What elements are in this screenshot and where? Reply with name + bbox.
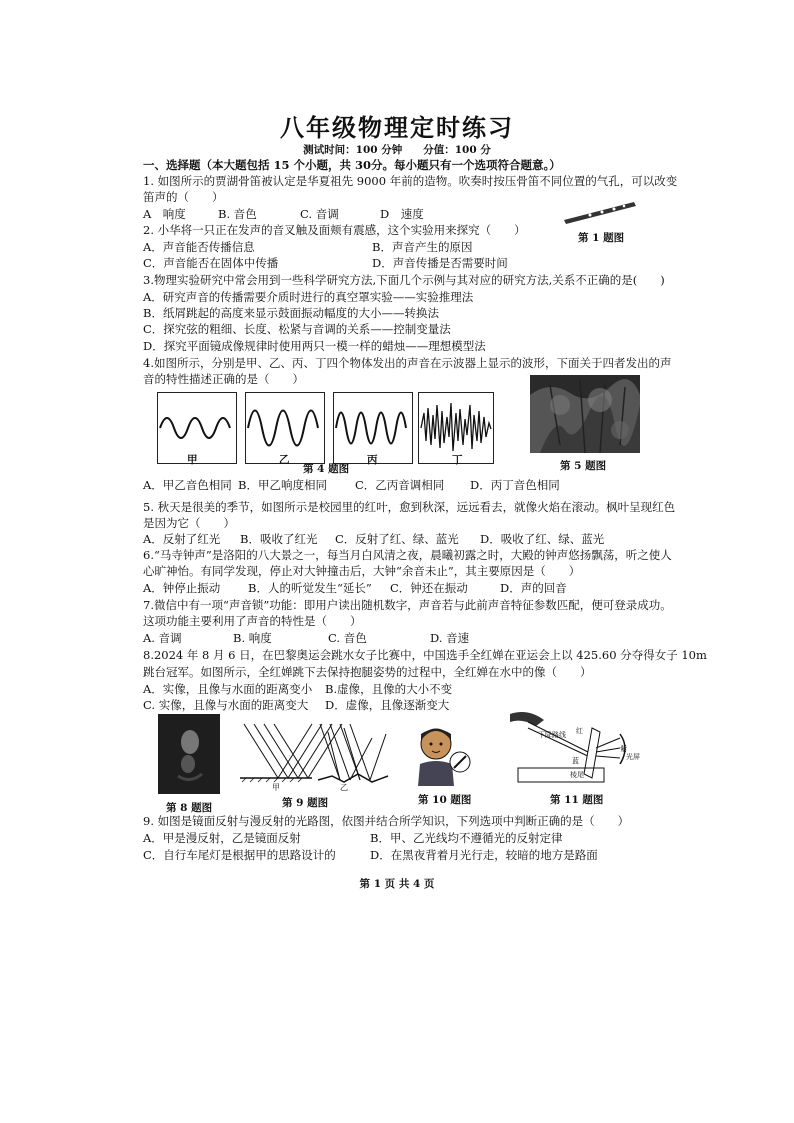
red-leaves-photo — [530, 375, 640, 453]
q8-stem: 8.2024 年 8 月 6 日，在巴黎奥运会跳水女子比赛中，中国选手全红婵在亚运会上以 425.60 分夺得女子 10m — [143, 648, 707, 662]
q7-stem-2: 这项功能主要利用了声音的特性是（ ） — [143, 614, 362, 628]
waveform-label-bing: 丙 — [367, 454, 378, 466]
fig9-caption: 第 9 题图 — [282, 797, 329, 809]
q8-option-d: D．虚像，且像逐渐变大 — [325, 698, 450, 712]
fig11-caption: 第 11 题图 — [550, 794, 604, 806]
fig4-caption: 第 4 题图 — [303, 463, 350, 475]
q9-option-c: C．自行车尾灯是根据甲的思路设计的 — [143, 848, 336, 862]
q7-stem: 7.微信中有一项“声音锁”功能：即用户读出随机数字，声音若与此前声音特征参数匹配，便可登录成功。 — [143, 598, 672, 612]
q6-stem-2: 心旷神怡。有同学发现，停止对大钟撞击后，大钟“余音未止”，其主要原因是（ ） — [143, 564, 581, 578]
bone-flute-figure — [560, 196, 640, 226]
q4-option-a: A．甲乙音色相同 — [143, 478, 232, 492]
q3-option-b: B．纸屑跳起的高度来显示鼓面振动幅度的大小——转换法 — [143, 306, 439, 320]
fig8-caption: 第 8 题图 — [166, 802, 213, 814]
q5-stem-2: 是因为它（ ） — [143, 516, 235, 530]
q5-option-a: A．反射了红光 — [143, 532, 221, 546]
q7-option-b: B. 响度 — [233, 631, 272, 645]
q2-option-a: A．声音能否传播信息 — [143, 240, 255, 254]
fig5-caption: 第 5 题图 — [560, 460, 607, 472]
q5-stem: 5. 秋天是很美的季节，如图所示是校园里的红叶，愈到秋深，远远看去，就像火焰在滚动。枫叶呈现红色 — [143, 500, 676, 514]
waveform-label-ding: 丁 — [452, 454, 463, 466]
q4-stem: 4.如图所示，分别是甲、乙、丙、丁四个物体发出的声音在示波器上显示的波形，下面关于四者发出的声 — [143, 356, 672, 370]
q2-option-b: B．声音产生的原因 — [372, 240, 473, 254]
q5-option-c: C．反射了红、绿、蓝光 — [335, 532, 459, 546]
q4-stem-2: 音的特性描述正确的是（ ） — [143, 372, 304, 386]
page-subtitle: 测试时间：100 分钟 分值：100 分 — [303, 144, 491, 156]
q1-stem-2: 笛声的（ ） — [143, 190, 224, 204]
q1-stem: 1. 如图所示的贾湖骨笛被认定是华夏祖先 9000 年前的造物。吹奏时按压骨笛不同位置的气孔，可以改变 — [143, 174, 678, 188]
q9-option-d: D．在黑夜背着月光行走，较暗的地方是路面 — [370, 848, 598, 862]
q8-option-b: B.虚像，且像的大小不变 — [325, 682, 453, 696]
fig11-label-red: 红 — [576, 727, 583, 735]
q8-stem-2: 跳台冠军。如图所示，全红婵跳下去保持抱腿姿势的过程中，全红婵在水中的像（ ） — [143, 665, 592, 679]
q9-option-a: A．甲是漫反射，乙是镜面反射 — [143, 831, 301, 845]
q3-option-a: A．研究声音的传播需要介质时进行的真空罩实验——实验推理法 — [143, 290, 474, 304]
fig11-label-blue: 蓝 — [572, 757, 579, 765]
page-title: 八年级物理定时练习 — [280, 113, 514, 142]
q9-stem: 9. 如图是镜面反射与漫反射的光路图，依图并结合所学知识，下列选项中判断正确的是（ ） — [143, 814, 630, 828]
reflection-diagram — [240, 722, 390, 794]
fig9-label-yi: 乙 — [340, 783, 348, 792]
fig9-label-jia: 甲 — [272, 783, 280, 792]
q5-option-b: B．吸收了红光 — [240, 532, 318, 546]
fig11-label-belt: 下降路线 — [538, 731, 566, 739]
fig11-label-purple: 紫 — [620, 745, 627, 753]
fig10-caption: 第 10 题图 — [418, 794, 472, 806]
q6-option-c: C．钟还在振动 — [390, 581, 468, 595]
q3-stem: 3.物理实验研究中常会用到一些科学研究方法,下面几个示例与其对应的研究方法,关系不正确的是( ) — [143, 273, 665, 287]
q8-option-c: C. 实像，且像与水面的距离变大 — [143, 698, 309, 712]
section-heading: 一、选择题（本大题包括 15 个小题，共 30分。每小题只有一个选项符合题意。） — [143, 158, 561, 172]
child-figure — [412, 720, 474, 786]
q2-option-c: C．声音能否在固体中传播 — [143, 256, 279, 270]
q1-option-c: C. 音调 — [300, 207, 339, 221]
q7-option-d: D. 音速 — [430, 631, 470, 645]
fig1-caption: 第 1 题图 — [578, 232, 625, 244]
q7-option-a: A. 音调 — [143, 631, 182, 645]
q6-option-d: D．声的回音 — [500, 581, 567, 595]
q4-option-c: C．乙丙音调相同 — [355, 478, 445, 492]
q4-option-b: B．甲乙响度相同 — [238, 478, 327, 492]
q9-option-b: B．甲、乙光线均不遵循光的反射定律 — [370, 831, 563, 845]
q6-option-a: A．钟停止振动 — [143, 581, 221, 595]
q5-option-d: D．吸收了红、绿、蓝光 — [480, 532, 605, 546]
q1-option-b: B. 音色 — [218, 207, 257, 221]
q6-stem: 6.“马寺钟声”是洛阳的八大景之一，每当月白风清之夜，晨曦初露之时，大殿的钟声悠扬飘荡，听之使人 — [143, 548, 672, 562]
q2-option-d: D．声音传播是否需要时间 — [372, 256, 508, 270]
waveform-label-jia: 甲 — [187, 454, 198, 466]
q8-option-a: A．实像，且像与水面的距离变小 — [143, 682, 313, 696]
q7-option-c: C. 音色 — [328, 631, 367, 645]
q1-option-a: A 响度 — [143, 207, 186, 221]
q4-option-d: D．丙丁音色相同 — [470, 478, 560, 492]
diver-photo — [158, 714, 220, 794]
fig11-label-prism: 棱尾 — [570, 771, 584, 779]
q3-option-d: D．探究平面镜成像规律时使用两只一模一样的蜡烛——理想模型法 — [143, 339, 486, 353]
q3-option-c: C．探究弦的粗细、长度、松紧与音调的关系——控制变量法 — [143, 322, 451, 336]
q2-stem: 2. 小华将一只正在发声的音叉触及面颊有震感，这个实验用来探究（ ） — [143, 223, 526, 237]
fig11-label-screen: 光屏 — [626, 753, 640, 761]
page-footer: 第 1 页 共 4 页 — [359, 878, 435, 890]
q6-option-b: B．人的听觉发生“延长” — [248, 581, 372, 595]
waveform-label-yi: 乙 — [279, 454, 290, 466]
q1-option-d: D 速度 — [380, 207, 424, 221]
